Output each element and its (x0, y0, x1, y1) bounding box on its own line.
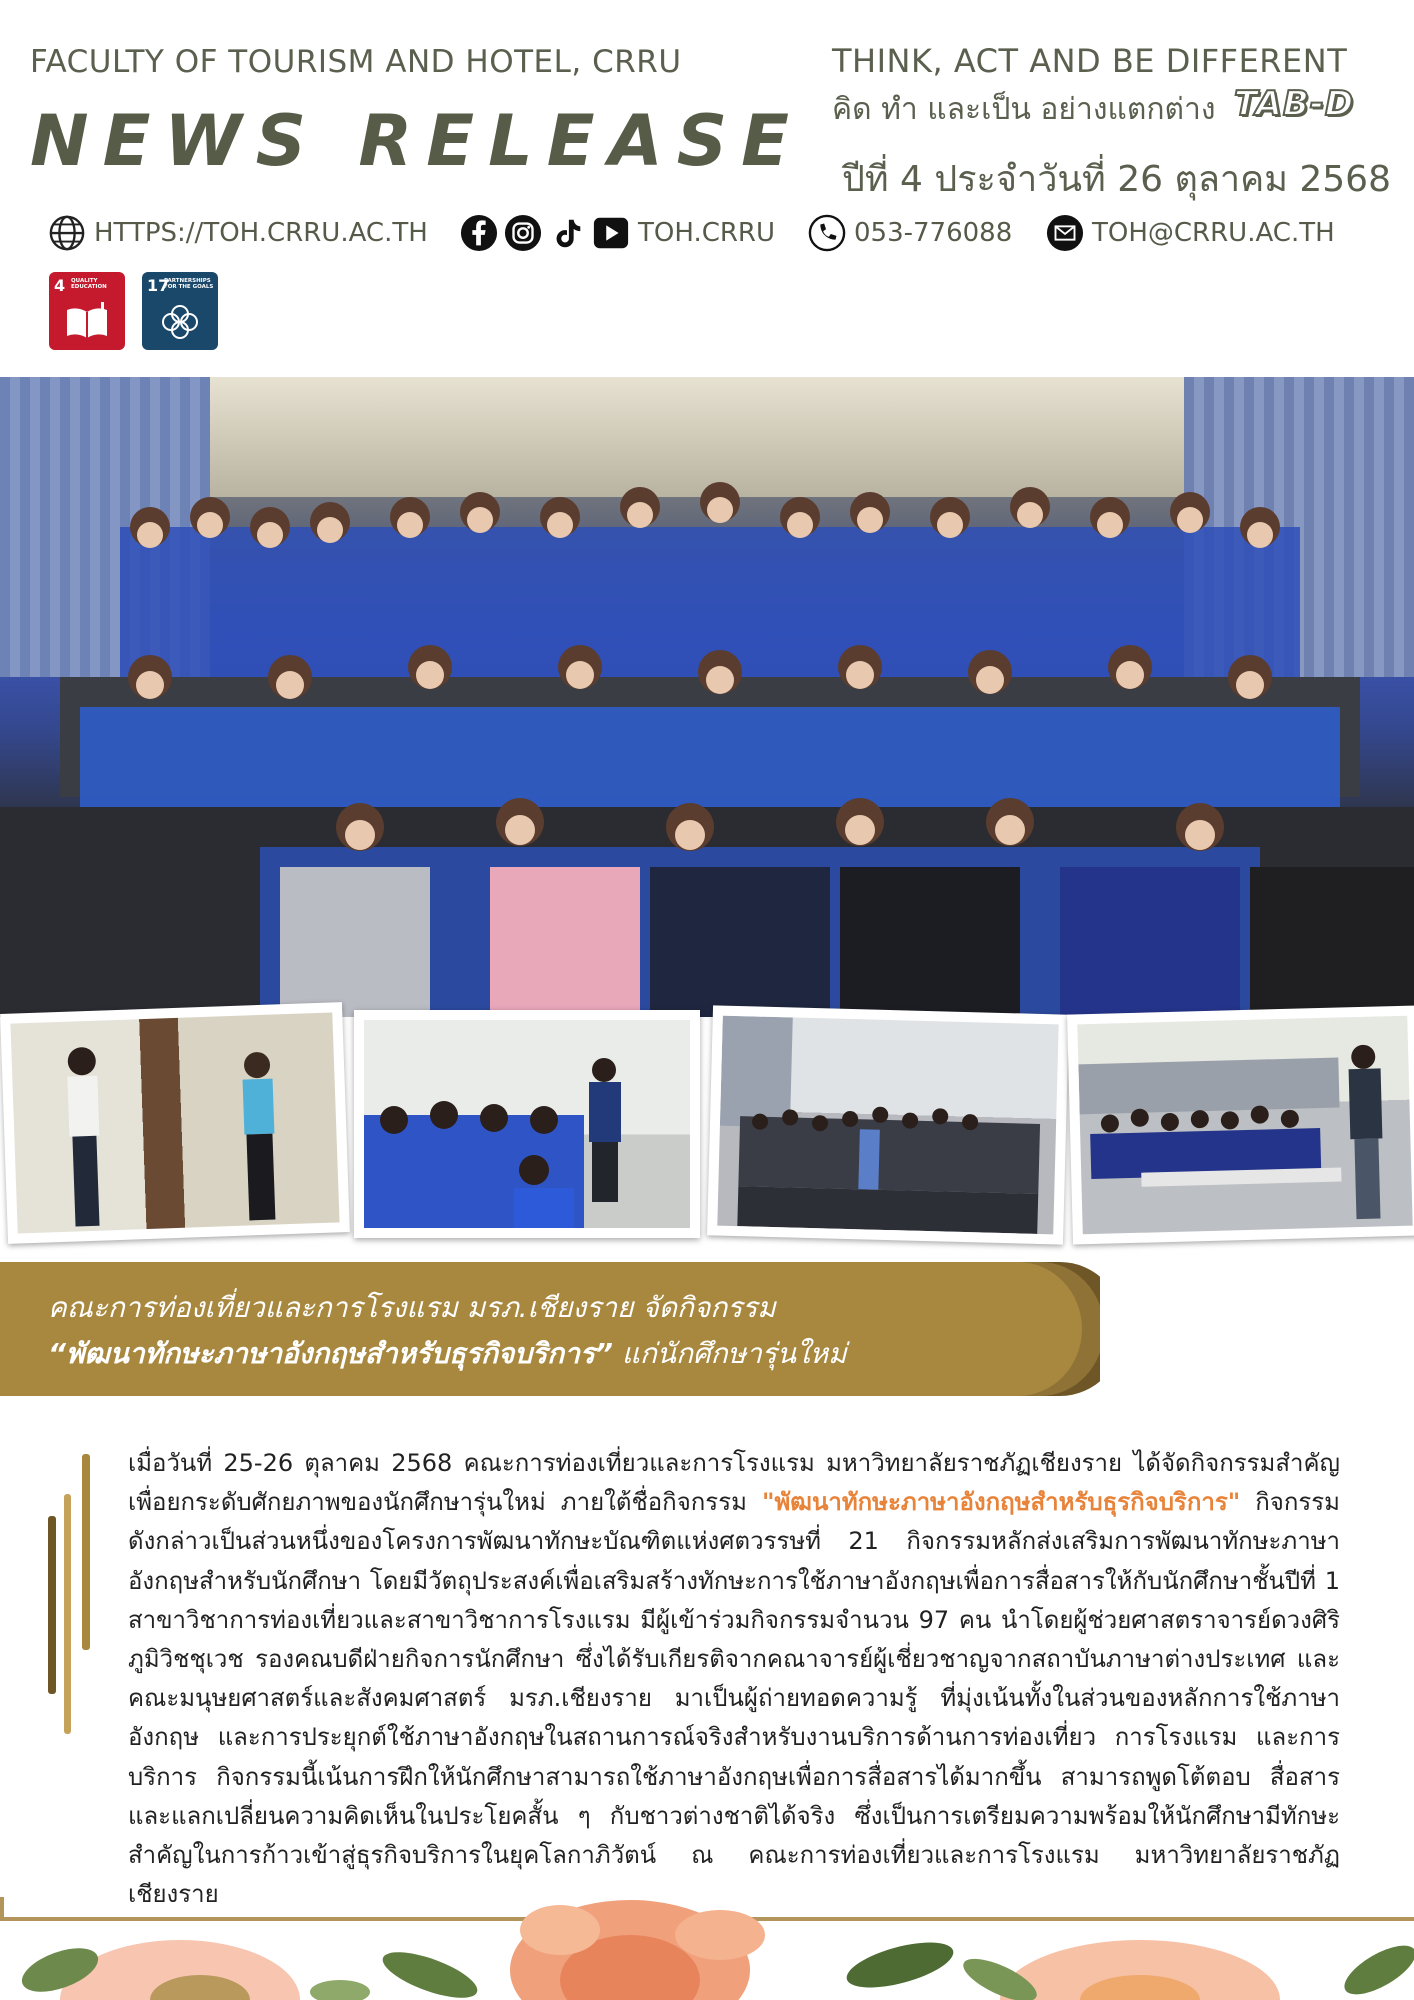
instagram-icon[interactable] (504, 214, 542, 252)
email-icon (1046, 214, 1084, 252)
activity-photo-4 (1067, 1005, 1414, 1244)
issue-date: ปีที่ 4 ประจำวันที่ 26 ตุลาคม 2568 (842, 159, 1391, 200)
page-title: NEWS RELEASE (30, 100, 803, 182)
slogan-thai: คิด ทำ และเป็น อย่างแตกต่าง (832, 92, 1216, 127)
headline-audience: แก่นักศึกษารุ่นใหม่ (612, 1337, 847, 1370)
sdg-4-badge (49, 272, 125, 350)
phone-icon (808, 214, 846, 252)
activity-photo-3 (707, 1005, 1069, 1244)
headline-line-1: คณะการท่องเที่ยวและการโรงแรม มรภ.เชียงราย จัดกิจกรรม (48, 1291, 776, 1324)
phone-contact[interactable] (808, 210, 1012, 256)
article-text-part-2: กิจกรรมดังกล่าวเป็นส่วนหนึ่งของโครงการพัฒนาทักษะบัณฑิตแห่งศตวรรษที่ 21 กิจกรรมหลักส่งเสริมการพัฒนาทักษะภาษาอังกฤษสำหรับนักศึกษา โดยมีวัตถุประสงค์เพื่อเสริมสร้างทักษะการใช้ภาษาอังกฤษเพื่อการสื่อสารให้กับนักศึกษาชั้นปีที่ 1 สาขาวิชาการท่องเที่ยวและสาขาวิชาการโรงแรม มีผู้เข้าร่วมกิจกรรมจำนวน 97 คน นำโดยผู้ช่วยศาสตราจารย์ดวงศิริ ภูมิวิชชุเวช รองคณบดีฝ่ายกิจการนักศึกษา ซึ่งได้รับเกียรติจากคณาจารย์ผู้เชี่ยวชาญจากสถาบันภาษาต่างประเทศ และคณะมนุษยศาสตร์และสังคมศาสตร์ มรภ.เชียงราย มาเป็นผู้ถ่ายทอดความรู้ ที่มุ่งเน้นทั้งในส่วนของหลักการใช้ภาษาอังกฤษ และการประยุกต์ใช้ภาษาอังกฤษในสถานการณ์จริงสำหรับงานบริการด้านการท่องเที่ยว การโรงแรม และการบริการ กิจกรรมนี้เน้นการฝึกให้นักศึกษาสามารถใช้ภาษาอังกฤษเพื่อการสื่อสารได้มากขึ้น สามารถพูดโต้ตอบ สื่อสาร และแลกเปลี่ยนความคิดเห็นในประโยคสั้น ๆ กับชาวต่างชาติได้จริง ซึ่งเป็นการเตรียมความพร้อมให้นักศึกษามีทักษะสำคัญในการก้าวเข้าสู่ธุรกิจบริการในยุคโลกาภิวัตน์ ณ คณะการท่องเที่ยวและการโรงแรม มหาวิทยาลัยราชภัฏเชียงราย (128, 1488, 1340, 1909)
decorative-bar (82, 1454, 90, 1650)
contact-row (48, 210, 1388, 256)
sdg-number: 4 (54, 276, 66, 295)
globe-icon (48, 214, 86, 252)
book-icon (65, 302, 109, 342)
website-link[interactable]: HTTPS://TOH.CRRU.AC.TH (94, 218, 428, 248)
social-handle[interactable]: TOH.CRRU (638, 218, 776, 248)
social-contact[interactable] (460, 210, 775, 256)
activity-photo-1 (0, 1002, 350, 1244)
sdg-17-badge (142, 272, 218, 350)
youtube-icon[interactable] (592, 214, 630, 252)
group-photo (0, 377, 1414, 1017)
email-contact[interactable] (1046, 210, 1335, 256)
email-address[interactable]: TOH@CRRU.AC.TH (1092, 218, 1335, 248)
facebook-icon[interactable] (460, 214, 498, 252)
article-body (128, 1444, 1340, 1914)
tiktok-icon[interactable] (548, 214, 586, 252)
article-highlight: "พัฒนาทักษะภาษาอังกฤษสำหรับธุรกิจบริการ" (761, 1488, 1241, 1517)
activity-photo-2 (354, 1010, 700, 1238)
faculty-name: FACULTY OF TOURISM AND HOTEL, CRRU (30, 44, 682, 80)
sdg-label: QUALITY EDUCATION (71, 278, 107, 290)
floral-decoration (0, 1900, 1414, 2000)
website-contact[interactable] (48, 210, 428, 256)
headline-line-2 (48, 1332, 847, 1376)
slogan-english: THINK, ACT AND BE DIFFERENT (832, 42, 1348, 80)
sdg-label: PARTNERSHIPS FOR THE GOALS (164, 278, 214, 290)
partnership-flower-icon (158, 302, 202, 342)
headline-activity-name: “พัฒนาทักษะภาษาอังกฤษสำหรับธุรกิจบริการ” (48, 1337, 613, 1370)
group-photo-illustration (0, 377, 1414, 1017)
decorative-bar (48, 1516, 56, 1694)
article-text-part-1: เมื่อวันที่ 25-26 ตุลาคม 2568 คณะการท่องเที่ยวและการโรงแรม มหาวิทยาลัยราชภัฏเชียงราย ได้จัดกิจกรรมสำคัญเพื่อยกระดับศักยภาพของนักศึกษารุ่นใหม่ ภายใต้ชื่อกิจกรรม (128, 1449, 1340, 1517)
slogan-tag: TAB-D (1234, 84, 1355, 124)
decorative-bar (64, 1494, 71, 1734)
sdg-number: 17 (147, 276, 170, 295)
phone-number[interactable]: 053-776088 (854, 218, 1013, 248)
